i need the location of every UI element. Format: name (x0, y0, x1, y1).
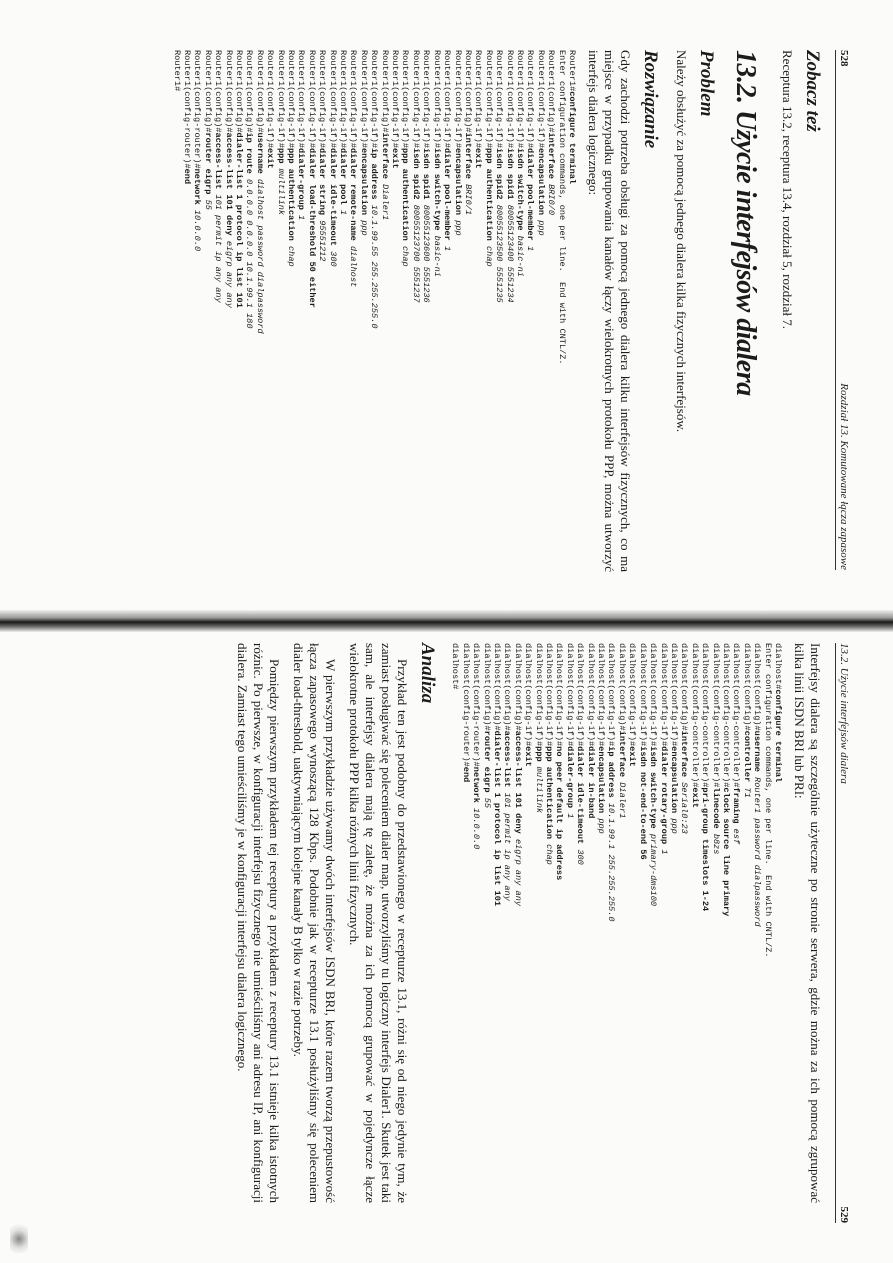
code-command: access-list 101 deny (223, 132, 234, 241)
code-prompt: Router1(config)# (379, 50, 390, 133)
code-command: username (752, 730, 763, 778)
code-prompt: Router1(config)# (546, 50, 557, 133)
code-prompt: dialhost(config-if)# (523, 643, 534, 747)
code-command: pri-group timeslots 1-24 (700, 787, 711, 912)
code-command: linecode (710, 787, 721, 834)
code-prompt: Router1(config-if)# (514, 50, 525, 148)
analysis-paragraph-1: Przykład ten jest podobny do przedstawionego w recepturze 13.1, różni się od niego jedynie tym, że zamiast posługiwać się poleceniem dialer map, utworzyliśmy tu logiczny interfejs Dialer1. Skutek jest taki sam, ale interfejsy dialera mają tę zaletę, że można za ich pomocą grupować w pojedyncze łącze wielokrotne protokołu PPP kilka różnych linii fizycznych. (347, 643, 410, 1203)
code-prompt: Router1(config)# (234, 50, 244, 133)
code-line (431, 50, 441, 610)
code-command: ppp (275, 148, 286, 169)
code-line (504, 50, 514, 610)
code-line (523, 643, 533, 1263)
code-command: dialer-list 1 protocol ip list 101 (492, 730, 503, 907)
code-prompt: Router1(config)# (223, 50, 234, 133)
code-command: dialer in-band (585, 746, 596, 819)
code-prompt: Router1# (171, 50, 182, 92)
code-prompt: Router1(config-if)# (483, 50, 494, 148)
code-line (327, 50, 337, 610)
code-argument: 1 (525, 246, 536, 252)
code-argument: eigrp any any (223, 240, 234, 308)
code-argument: 1 (658, 849, 669, 855)
code-line (492, 643, 502, 1263)
code-command: dialer string (317, 148, 328, 221)
code-line (254, 50, 264, 610)
code-line (731, 643, 741, 1263)
code-command: exit (689, 787, 700, 809)
code-command: router eigrp (481, 730, 492, 798)
code-line (348, 50, 358, 610)
code-prompt: dialhost(config-if)# (533, 643, 544, 747)
code-prompt: dialhost(config-if)# (585, 643, 596, 747)
code-prompt: Router1(config-if)# (494, 50, 505, 148)
code-line (275, 50, 285, 610)
left-running-header (835, 50, 850, 570)
code-prompt: Enter configuration commands, one per line. End with CNTL/Z. (762, 643, 773, 958)
code-prompt: dialhost# (450, 643, 461, 690)
code-prompt: dialhost(config-controller)# (720, 643, 731, 788)
code-line (471, 643, 481, 1263)
server-intro-text: Interfejsy dialera są szczególnie użyteczne po stronie serwera, gdzie można za ich pomocą zgrupować kilka linii ISDN BRI lub PRI: (792, 643, 823, 1203)
code-prompt: Router1(config)# (213, 50, 224, 133)
code-argument: 80055123600 5551236 (421, 204, 432, 303)
right-page-number: 529 (838, 1206, 850, 1223)
code-command: exit (265, 148, 276, 169)
code-line (627, 643, 637, 1263)
code-prompt: dialhost(config)# (679, 643, 690, 731)
code-argument: multilink (533, 766, 544, 814)
code-command: router eigrp (202, 132, 213, 200)
code-argument: esf (731, 828, 742, 845)
code-argument: 80055123400 5551234 (504, 204, 515, 303)
code-line (546, 50, 556, 610)
code-argument: 95551212 (317, 220, 328, 262)
code-command: dialer rotary-group (658, 746, 669, 850)
code-line (525, 50, 535, 610)
code-prompt: dialhost(config-if)# (564, 643, 575, 747)
code-line (544, 643, 554, 1263)
code-argument: 55 (202, 199, 213, 210)
code-prompt: Router1(config)# (462, 50, 473, 133)
code-line (512, 643, 522, 1263)
code-argument: 1 (338, 209, 349, 216)
code-command: isdn switch-type (648, 746, 659, 834)
code-command: isdn switch-type (431, 148, 442, 236)
code-line (700, 643, 710, 1263)
code-command: ppp authentication (400, 148, 411, 246)
code-line (442, 50, 452, 610)
code-prompt: dialhost(config-if)# (606, 643, 617, 747)
code-command: end (181, 168, 192, 185)
code-argument: dialhost (348, 246, 359, 288)
code-prompt: Router1(config-if)# (400, 50, 411, 148)
code-argument: 10.1.99.55 255.255.255.0 (369, 204, 380, 329)
code-command: interface (546, 132, 557, 185)
code-prompt: Router1(config-if)# (317, 50, 328, 148)
code-line (585, 643, 595, 1263)
code-prompt: dialhost(config)# (502, 643, 513, 731)
code-prompt: Router1(config-if)# (535, 50, 546, 148)
code-prompt: dialhost(config)# (741, 643, 752, 731)
code-argument: chap (483, 246, 494, 267)
code-prompt: Router1(config-if)# (348, 50, 359, 148)
code-command: dialer pool-member (525, 148, 536, 246)
code-argument: 300 (327, 251, 338, 267)
code-prompt: dialhost(config-if)# (627, 643, 638, 747)
analysis-heading: Analiza (417, 643, 438, 704)
code-argument: 80055123500 5551235 (494, 204, 505, 303)
code-command: interface (462, 132, 473, 185)
code-prompt: dialhost(config-router)# (471, 643, 482, 767)
code-line (421, 50, 431, 610)
code-line (502, 643, 512, 1263)
code-line (192, 50, 202, 610)
code-argument: ppp (535, 220, 546, 236)
right-running-header (835, 643, 850, 1223)
code-argument: primary-dms100 (648, 833, 659, 907)
code-argument: 101 permit ip any any (502, 792, 513, 901)
code-argument: 0.0.0.0 0.0.0.0 10.1.99.1 180 (244, 178, 255, 329)
code-command: dialer-group (564, 746, 575, 814)
code-argument: ppp (358, 220, 369, 236)
code-line (390, 50, 400, 610)
code-command: exit (523, 746, 534, 767)
code-command: dialer idle-timeout (575, 746, 586, 850)
code-line (679, 643, 689, 1263)
code-command: encapsulation (452, 148, 463, 221)
code-line (648, 643, 658, 1263)
code-prompt: Router1(config)# (202, 50, 213, 133)
code-argument: T1 (741, 787, 752, 798)
code-prompt: dialhost# (773, 643, 783, 690)
code-line (460, 643, 470, 1263)
code-prompt: Router1(config-if)# (338, 50, 349, 148)
code-argument: basic-ni (514, 235, 525, 277)
code-command: encapsulation (596, 746, 607, 819)
scan-artifact (10, 1219, 28, 1259)
code-command: clock source line primary (720, 787, 731, 917)
code-argument: 55 (481, 797, 492, 809)
code-command: dialer pool-member (442, 148, 453, 246)
code-argument: chap (400, 246, 411, 267)
code-line (182, 50, 192, 610)
code-argument: 10.1.99.1 255.255.255.0 (606, 802, 617, 922)
code-command: isdn spid2 (410, 148, 421, 205)
code-prompt: dialhost(config-controller)# (700, 643, 711, 788)
recipe-title: 13.2. Użycie interfejsów dialera (730, 50, 761, 396)
code-line (452, 50, 462, 610)
code-command: interface (379, 132, 390, 185)
code-argument: Dialer1 (379, 184, 390, 221)
code-prompt: Router1(config-if)# (390, 50, 401, 148)
code-command: ppp authentication (286, 148, 297, 246)
code-prompt: dialhost(config-if)# (668, 643, 679, 747)
code-line (762, 643, 772, 1263)
code-line (317, 50, 327, 610)
code-command: dialer remote-name (348, 148, 359, 246)
code-command: framing (731, 787, 742, 829)
code-argument: BRI0/0 (546, 184, 557, 216)
code-argument: 101 permit ip any any (213, 194, 224, 303)
code-line (473, 50, 483, 610)
code-line (575, 643, 585, 1263)
code-prompt: dialhost(config)# (481, 643, 492, 731)
code-line (689, 643, 699, 1263)
code-line (567, 50, 577, 610)
code-argument: ppp (596, 818, 607, 834)
code-argument: ppp (668, 818, 679, 834)
code-line (483, 50, 493, 610)
code-argument: Router1 password dialpassword (752, 777, 763, 927)
code-prompt: Router1(config-if)# (286, 50, 297, 148)
code-argument: chap (544, 844, 555, 865)
left-running-head: Rozdział 13. Komutowane łącza zapasowe (838, 383, 850, 570)
code-command: interface (616, 730, 627, 783)
code-prompt: dialhost(config-controller)# (689, 643, 700, 788)
solution-text: Gdy zachodzi potrzeba obsługi za pomocą jednego dialera kilku interfejsów fizycznych, co ma miejsce w przypadku grupowania kanałów łączy wielokrotnych protokołu PPP, można utworzyć interfejs dialera logicznego: (586, 50, 633, 572)
code-line (554, 643, 564, 1263)
code-line (481, 643, 491, 1263)
code-command: isdn spid1 (421, 148, 432, 205)
code-argument: 1 (442, 246, 453, 252)
code-command: ip address (369, 148, 380, 205)
analysis-paragraph-2: W pierwszym przykładzie używamy dwóch interfejsów ISDN BRI, które razem tworzą przepustowość łącza zapasowego wynoszącą 128 Kbps. Podobnie jak w recepturze 13.1 posłużyliśmy się poleceniem dialer load-threshold, uaktywniającym kolejne kanały B tylko w razie potrzeby. (291, 643, 338, 1203)
code-command: exit (627, 746, 638, 767)
code-argument: 1 (564, 813, 575, 819)
code-prompt: Router1(config-if)# (369, 50, 380, 148)
code-line (450, 643, 460, 1263)
code-line (286, 50, 296, 610)
code-prompt: Router1(config-if)# (442, 50, 453, 148)
see-also-text: Receptura 13.2, receptura 13.4, rozdział 5, rozdział 7. (780, 50, 795, 330)
code-command: end (460, 766, 471, 783)
code-line (710, 643, 720, 1263)
code-command: configure terminal (567, 91, 577, 185)
problem-text: Należy obsłużyć za pomocą jednego dialera kilka fizycznych interfejsów. (674, 50, 689, 433)
code-argument: 300 (575, 849, 586, 865)
code-command: isdn switch-type (514, 148, 525, 236)
left-page (0, 0, 893, 610)
right-running-head: 13.2. Użycie interfejsów dialera (838, 643, 850, 784)
code-prompt: Router1(config-if)# (452, 50, 463, 148)
code-prompt: dialhost(config-if)# (658, 643, 669, 747)
code-line (596, 643, 606, 1263)
code-prompt: Router1(config-router)# (181, 50, 192, 169)
code-command: isdn spid2 (494, 148, 505, 205)
code-prompt: dialhost(config)# (616, 643, 627, 731)
code-line (358, 50, 368, 610)
problem-heading: Problem (696, 50, 717, 117)
code-argument: eigrp any any (512, 838, 523, 907)
code-prompt: dialhost(config)# (752, 643, 763, 731)
code-prompt: Router1(config-if)# (504, 50, 515, 148)
code-prompt: dialhost(config-router)# (460, 643, 471, 767)
code-command: access-list 101 deny (512, 730, 523, 839)
code-argument: chap (286, 246, 297, 267)
code-command: network (471, 766, 482, 809)
code-line (752, 643, 762, 1263)
code-line (658, 643, 668, 1263)
code-argument: 10.0.0.0 (192, 209, 203, 252)
code-line (202, 50, 212, 610)
code-prompt: dialhost(config-if)# (544, 643, 555, 747)
code-command: dialer pool (338, 148, 349, 210)
code-command: dialer-list 1 protocol ip list 101 (234, 132, 244, 308)
code-command: username (254, 132, 265, 179)
code-prompt: Router1(config-if)# (473, 50, 484, 148)
code-line (669, 643, 679, 1263)
code-command: dialer idle-timeout (327, 148, 338, 252)
analysis-paragraph-3: Pomiędzy pierwszym przykładem tej receptury a przykładem z receptury 13.1 istnieje kilka istotnych różnic. Po pierwsze, w konfiguracji interfejsu fizycznego nie umieściliśmy ani adresu IP, ani konfiguracji dialera. Zamiast tego umieściliśmy je w konfiguracji interfejsu dialera logicznego. (235, 643, 282, 1203)
code-prompt: Router1(config-if)# (296, 50, 307, 148)
code-line (564, 643, 574, 1263)
code-argument: multilink (275, 168, 286, 216)
code-prompt: Router1(config-if)# (306, 50, 317, 148)
code-argument: 1 (296, 215, 307, 221)
code-line (463, 50, 473, 610)
code-prompt: Router1(config)# (244, 50, 255, 133)
code-prompt: Router1(config-if)# (421, 50, 432, 148)
code-prompt: dialhost(config-controller)# (731, 643, 742, 788)
code-line (637, 643, 647, 1263)
code-argument: Dialer1 (616, 782, 627, 819)
see-also-heading: Zobacz też (802, 50, 823, 132)
left-page-number: 528 (838, 50, 850, 67)
code-prompt: dialhost(config-if)# (596, 643, 607, 747)
code-prompt: Router1(config-if)# (525, 50, 536, 148)
code-command: ppp authentication (483, 148, 494, 246)
code-prompt: Router1(config-if)# (431, 50, 442, 148)
code-command: encapsulation (535, 148, 546, 221)
code-command: ip address (606, 746, 617, 803)
code-line (223, 50, 233, 610)
code-prompt: Router1(config)# (254, 50, 265, 133)
code-command: encapsulation (358, 148, 369, 221)
code-line (213, 50, 223, 610)
code-command: dialer-group (296, 148, 307, 216)
code-line (244, 50, 254, 610)
code-line (234, 50, 244, 610)
code-line (773, 643, 783, 1263)
code-argument: dialhost password dialpassword (254, 178, 265, 334)
code-line (741, 643, 751, 1263)
code-line (265, 50, 275, 610)
code-argument: BRI0/1 (462, 184, 473, 216)
right-page (0, 625, 893, 1263)
code-prompt: dialhost(config-if)# (637, 643, 648, 747)
code-prompt: Router1(config-if)# (327, 50, 338, 148)
code-line (411, 50, 421, 610)
code-prompt: dialhost(config-if)# (575, 643, 586, 747)
code-prompt: Enter configuration commands, one per line. End with CNTL/Z. (556, 50, 567, 365)
solution-heading: Rozwiązanie (640, 50, 661, 149)
code-line (494, 50, 504, 610)
code-line (171, 50, 181, 610)
code-line (556, 50, 566, 610)
code-line (379, 50, 389, 610)
code-command: exit (390, 148, 401, 169)
code-prompt: dialhost(config-if)# (648, 643, 659, 747)
code-line (617, 643, 627, 1263)
code-prompt: dialhost(config)# (512, 643, 523, 731)
code-command: isdn spid1 (504, 148, 515, 205)
code-command: isdn not-end-to-end 56 (637, 746, 648, 860)
code-line (533, 643, 543, 1263)
code-argument: Serial0:23 (679, 782, 690, 834)
code-prompt: dialhost(config-controller)# (710, 643, 721, 788)
code-line (369, 50, 379, 610)
code-command: network (192, 168, 203, 210)
code-prompt: Router1# (567, 50, 577, 92)
code-argument: 10.0.0.0 (471, 808, 482, 850)
code-argument: 80055123700 5551237 (410, 204, 421, 303)
code-command: access-list (213, 132, 224, 195)
code-command: no peer default ip address (554, 746, 565, 881)
code-command: ppp (533, 746, 544, 767)
code-command: ip route (244, 132, 255, 179)
code-command: access-list (502, 730, 513, 793)
code-prompt: Router1(config-router)# (192, 50, 203, 169)
code-command: interface (679, 730, 690, 783)
code-argument: ppp (452, 220, 463, 236)
router1-config-listing (171, 50, 577, 610)
code-command: ppp authentication (544, 746, 555, 845)
code-line (400, 50, 410, 610)
code-line (721, 643, 731, 1263)
code-prompt: dialhost(config-if)# (554, 643, 565, 747)
code-line (606, 643, 616, 1263)
code-line (515, 50, 525, 610)
code-line (296, 50, 306, 610)
code-prompt: dialhost(config)# (492, 643, 503, 731)
code-command: exit (473, 148, 484, 169)
code-prompt: Router1(config-if)# (410, 50, 421, 148)
code-command: controller (741, 730, 752, 788)
code-command: encapsulation (668, 746, 679, 819)
code-prompt: Router1(config-if)# (275, 50, 286, 148)
code-prompt: Router1(config-if)# (358, 50, 369, 148)
code-line (535, 50, 545, 610)
code-prompt: Router1(config-if)# (265, 50, 276, 148)
code-command: dialer load-threshold 50 either (306, 148, 317, 308)
code-command: configure terminal (773, 689, 783, 783)
dialhost-config-listing (450, 643, 783, 1263)
code-argument: basic-ni (431, 235, 442, 277)
code-line (306, 50, 316, 610)
code-line (338, 50, 348, 610)
code-argument: b8zs (710, 833, 721, 855)
